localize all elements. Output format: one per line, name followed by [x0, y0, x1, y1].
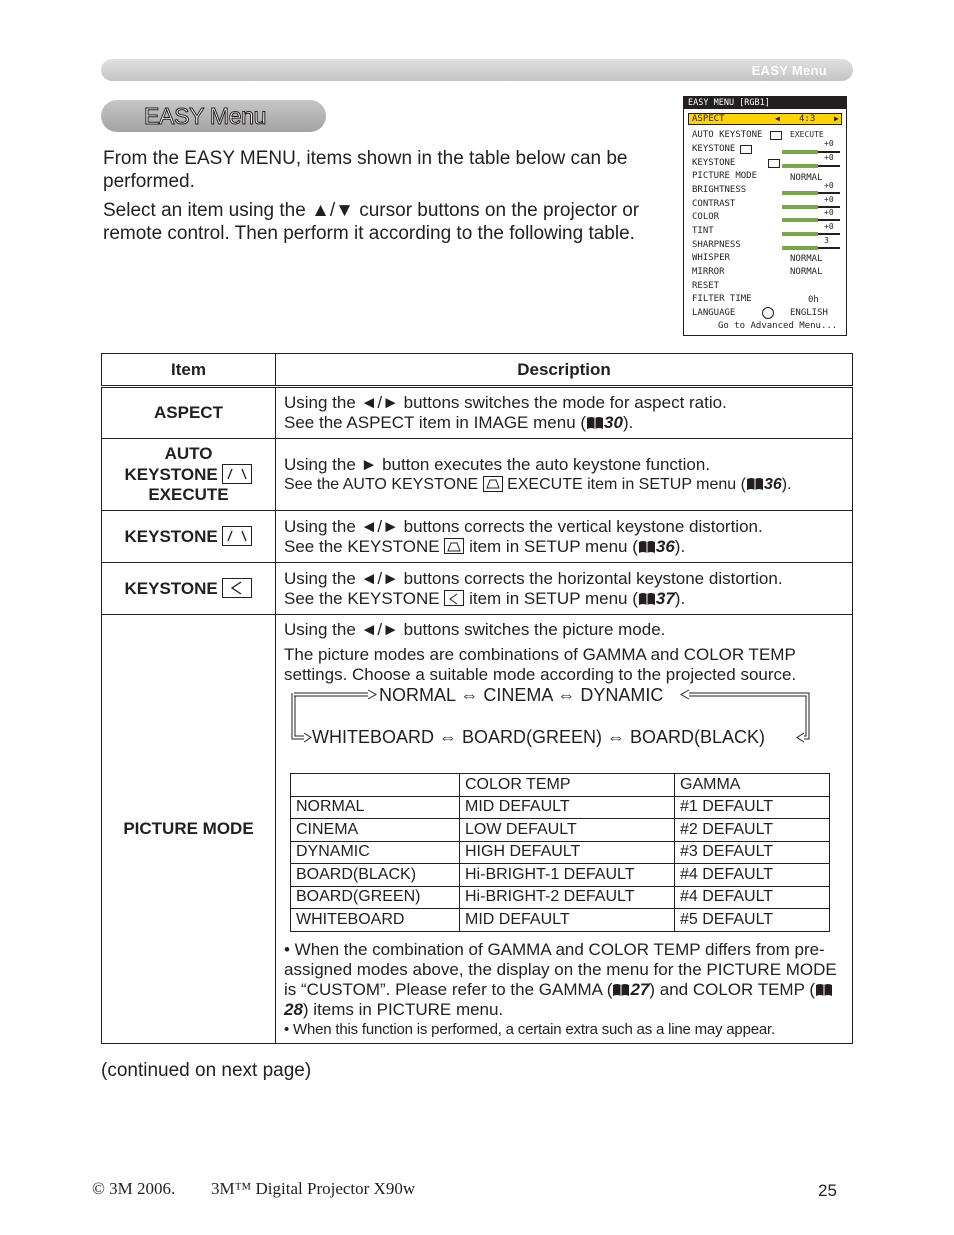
- item-auto-keystone: [102, 439, 276, 511]
- osd-row-sharpness: SHARPNESS: [692, 240, 741, 250]
- cycle-top-row: NORMAL ⇔ CINEMA ⇔ DYNAMIC: [379, 685, 664, 705]
- sub-table-row: [291, 796, 830, 819]
- item-label: AUTO: [164, 444, 213, 463]
- osd-slider: [782, 233, 840, 235]
- sub-table-row: [291, 841, 830, 864]
- sub-table-cell: LOW DEFAULT: [460, 819, 675, 842]
- osd-value: +0: [824, 195, 834, 204]
- left-arrow-icon: ◀: [775, 114, 780, 123]
- sub-table-cell: HIGH DEFAULT: [460, 841, 675, 864]
- book-icon: [638, 592, 656, 606]
- osd-row-picture-mode: PICTURE MODE: [692, 171, 758, 181]
- osd-value: NORMAL: [790, 173, 823, 183]
- right-arrow-icon: ▶: [834, 114, 839, 123]
- keystone-v-icon: [222, 526, 252, 546]
- osd-value: 3: [824, 236, 829, 245]
- osd-row-keystone-v: KEYSTONE: [692, 144, 736, 154]
- osd-row-brightness: BRIGHTNESS: [692, 185, 747, 195]
- osd-row-keystone-h: KEYSTONE: [692, 158, 736, 168]
- sub-table-cell: #3 DEFAULT: [675, 841, 830, 864]
- osd-slider: [782, 165, 840, 167]
- osd-advanced-link: Go to Advanced Menu...: [718, 321, 838, 331]
- table-row-auto-keystone: [102, 439, 853, 511]
- description-line: Using the ◄/► buttons corrects the horizontal keystone distortion.: [284, 568, 783, 588]
- osd-selected-value: 4:3: [799, 114, 816, 124]
- osd-value: +0: [824, 222, 834, 231]
- keystone-v-icon: [770, 131, 782, 140]
- sub-table-cell: #2 DEFAULT: [675, 819, 830, 842]
- description-auto-keystone: [276, 439, 853, 511]
- sub-table-cell: #5 DEFAULT: [675, 909, 830, 932]
- table-row-keystone-h: [102, 563, 853, 615]
- item-keystone-v: KEYSTONE: [102, 511, 276, 563]
- sub-table-cell: BOARD(BLACK): [291, 864, 460, 887]
- osd-slider: [782, 219, 840, 221]
- footer-copyright: © 3M 2006.: [92, 1179, 176, 1198]
- intro-paragraph-2: Select an item using the ▲/▼ cursor buttons on the projector or remote control. Then perform it according to the following table.: [103, 200, 640, 244]
- sub-table-row: [291, 886, 830, 909]
- osd-value: +0: [824, 208, 834, 217]
- sub-table-row: [291, 909, 830, 932]
- column-header-item: Item: [102, 354, 276, 387]
- osd-value: 0h: [808, 295, 819, 305]
- page-number: 25: [818, 1181, 837, 1200]
- section-label: EASY Menu: [751, 63, 827, 78]
- description-keystone-h: [276, 563, 853, 615]
- easy-menu-table: [101, 353, 853, 1044]
- item-label: EXECUTE: [148, 485, 229, 504]
- sub-table-cell: Hi-BRIGHT-1 DEFAULT: [460, 864, 675, 887]
- table-row-keystone-v: [102, 511, 853, 563]
- osd-row-reset: RESET: [692, 281, 720, 291]
- cycle-bottom-row: WHITEBOARD ⇔ BOARD(GREEN) ⇔ BOARD(BLACK): [312, 727, 766, 747]
- osd-row-tint: TINT: [692, 226, 714, 236]
- keystone-v-icon: [444, 538, 464, 554]
- custom-mode-note: • When the combination of GAMMA and COLOR TEMP differs from pre-assigned modes above, the display on the menu for the PICTURE MODE is “CUSTOM”. Please refer to the GAMMA ( 27) and COLOR TEMP (28) items in PICTURE menu.: [284, 939, 837, 1019]
- description-keystone-v: [276, 511, 853, 563]
- table-header-row: [102, 354, 853, 387]
- sub-table-cell: Hi-BRIGHT-2 DEFAULT: [460, 886, 675, 909]
- osd-row-filter-time: FILTER TIME: [692, 294, 752, 304]
- sub-table-cell: BOARD(GREEN): [291, 886, 460, 909]
- intro-paragraph-1: From the EASY MENU, items shown in the table below can be performed.: [103, 148, 628, 192]
- sub-table-header-row: [291, 774, 830, 797]
- item-keystone-h: KEYSTONE: [102, 563, 276, 615]
- sub-table-cell: MID DEFAULT: [460, 909, 675, 932]
- sub-table-cell: NORMAL: [291, 796, 460, 819]
- footer-product: 3M™ Digital Projector X90w: [211, 1179, 416, 1198]
- column-header-description: Description: [276, 354, 853, 387]
- osd-selected-row: [688, 113, 842, 125]
- book-icon: [612, 983, 630, 997]
- page-title-pill: [101, 100, 326, 132]
- keystone-v-icon: [222, 464, 252, 484]
- sub-table-header: [291, 774, 460, 797]
- osd-slider: [782, 192, 840, 194]
- osd-value: ENGLISH: [790, 308, 828, 318]
- description-line: See the AUTO KEYSTONE EXECUTE item in SETUP menu ( 36).: [284, 475, 792, 493]
- page-ref[interactable]: 30: [604, 413, 623, 432]
- osd-selected-label: ASPECT: [692, 114, 725, 124]
- sub-table-row: [291, 819, 830, 842]
- description-line: Using the ◄/► buttons switches the mode for aspect ratio.: [284, 393, 727, 412]
- description-paragraph: The picture modes are combinations of GAMMA and COLOR TEMP settings. Choose a suitable mode according to the projected source.: [284, 645, 797, 684]
- sub-table-cell: #4 DEFAULT: [675, 864, 830, 887]
- page-ref[interactable]: 36: [763, 475, 782, 493]
- page-ref[interactable]: 28: [284, 999, 303, 1019]
- osd-menu-screenshot: [683, 96, 847, 336]
- description-line: Using the ◄/► buttons switches the picture mode.: [284, 620, 666, 639]
- osd-value: NORMAL: [790, 254, 823, 264]
- description-line: See the ASPECT item in IMAGE menu ( 30).: [284, 413, 634, 432]
- book-icon: [815, 983, 833, 997]
- item-picture-mode: PICTURE MODE: [102, 615, 276, 1044]
- item-label: KEYSTONE: [102, 464, 275, 485]
- description-line: Using the ► button executes the auto keystone function.: [284, 454, 711, 474]
- osd-slider: [782, 247, 840, 249]
- osd-row-language: LANGUAGE: [692, 308, 736, 318]
- book-icon: [586, 416, 604, 430]
- page-ref[interactable]: 37: [655, 588, 675, 608]
- osd-row-whisper: WHISPER: [692, 253, 730, 263]
- description-aspect: [276, 387, 853, 439]
- osd-value: NORMAL: [790, 267, 823, 277]
- sub-table-cell: #1 DEFAULT: [675, 796, 830, 819]
- keystone-v-icon: [483, 476, 503, 492]
- keystone-h-icon: [444, 590, 464, 606]
- description-line: See the KEYSTONE item in SETUP menu ( 37).: [284, 588, 686, 608]
- description-line: Using the ◄/► buttons corrects the vertical keystone distortion.: [284, 516, 763, 536]
- table-row-aspect: [102, 387, 853, 439]
- osd-row-mirror: MIRROR: [692, 267, 725, 277]
- picture-mode-settings-table: [290, 773, 830, 932]
- osd-value: +0: [824, 181, 834, 190]
- sub-table-cell: WHITEBOARD: [291, 909, 460, 932]
- osd-header: EASY MENU [RGB1]: [684, 97, 846, 109]
- description-picture-mode: [276, 615, 853, 1044]
- keystone-h-icon: [222, 578, 252, 598]
- sub-table-cell: CINEMA: [291, 819, 460, 842]
- description-line: See the KEYSTONE item in SETUP menu ( 36).: [284, 536, 686, 556]
- item-aspect: ASPECT: [102, 387, 276, 439]
- osd-value: +0: [824, 139, 834, 148]
- sub-table-header: GAMMA: [675, 774, 830, 797]
- keystone-v-icon: [740, 145, 752, 154]
- osd-row-contrast: CONTRAST: [692, 199, 736, 209]
- keystone-h-icon: [768, 159, 780, 168]
- page-ref[interactable]: 36: [655, 536, 675, 556]
- extra-line-note: • When this function is performed, a certain extra such as a line may appear.: [284, 1020, 775, 1038]
- osd-value: +0: [824, 153, 834, 162]
- osd-value: EXECUTE: [790, 130, 824, 139]
- book-icon: [746, 477, 764, 491]
- sub-table-cell: DYNAMIC: [291, 841, 460, 864]
- page-ref[interactable]: 27: [630, 979, 650, 999]
- globe-icon: [762, 307, 774, 319]
- book-icon: [638, 540, 656, 554]
- picture-mode-cycle-diagram: [284, 685, 844, 769]
- sub-table-row: [291, 864, 830, 887]
- osd-row-color: COLOR: [692, 212, 720, 222]
- osd-row-auto-keystone: AUTO KEYSTONE: [692, 130, 763, 140]
- page-title: EASY Menu: [144, 103, 267, 129]
- sub-table-header: COLOR TEMP: [460, 774, 675, 797]
- continued-note: (continued on next page): [101, 1060, 312, 1081]
- sub-table-cell: #4 DEFAULT: [675, 886, 830, 909]
- sub-table-cell: MID DEFAULT: [460, 796, 675, 819]
- table-row-picture-mode: [102, 615, 853, 1044]
- section-header-bar: [101, 59, 853, 81]
